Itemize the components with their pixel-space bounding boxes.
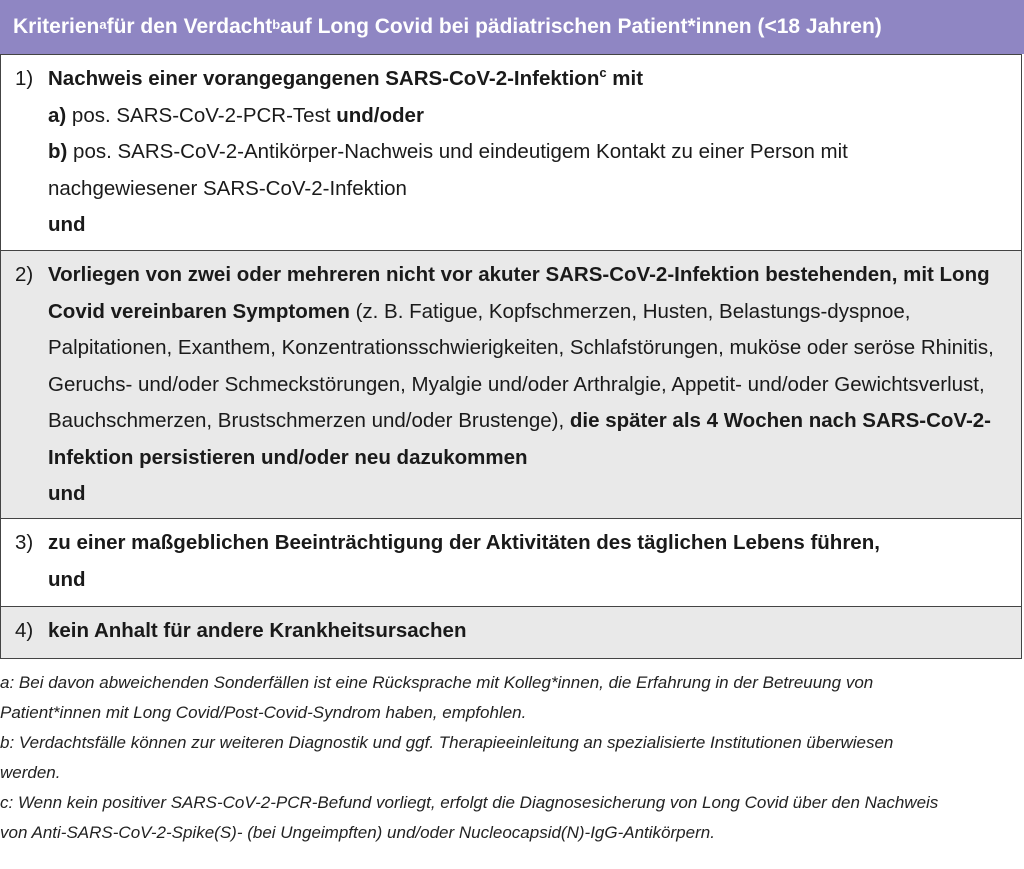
title-part-1: Kriterien [13,15,100,38]
criterion-text [48,525,1007,598]
criterion-number: 1) [15,67,34,90]
criterion-heading: zu einer maßgeblichen Beeinträchtigung der Aktivitäten des täglichen Lebens führen, [48,531,880,554]
criterion-persistence: die später als 4 Wochen nach SARS-CoV-2-Infektion persistieren und/oder neu dazukommen [48,409,991,469]
criterion-heading-end: mit [606,67,644,90]
criterion-text [48,257,1007,513]
criterion-row-3 [0,519,1022,607]
connector-und: und [48,567,86,591]
option-a-text: pos. SARS-CoV-2-PCR-Test [66,103,337,127]
criterion-number: 4) [15,619,34,642]
option-b-text: pos. SARS-CoV-2-Antikörper-Nachweis und eindeutigem Kontakt zu einer Person mit nachgewiesener SARS-CoV-2-Infektion [48,140,848,200]
footnote-b: b: Verdachtsfälle können zur weiteren Diagnostik und ggf. Therapieeinleitung an spezialisierte Institutionen überwiesen werden. [0,733,894,782]
option-b-label: b) [48,140,68,163]
symptom-examples: (z. B. Fatigue, Kopfschmerzen, Husten, Belastungs-dyspnoe, Palpitationen, Exanthem, Konzentrationsschwierigkeiten, Schlafstörungen, muköse oder seröse Rhinitis, Geruchs- und/oder Schmeckstörungen, Myalgie und/oder Arthralgie, Appetit- und/oder Gewichtsverlust, Bauchschmerzen, Brustschmerzen und/oder Brustenge), [48,299,994,432]
footnote-c: c: Wenn kein positiver SARS-CoV-2-PCR-Befund vorliegt, erfolgt die Diagnosesicherung von Long Covid über den Nachweis von Anti-SARS-CoV-2-Spike(S)- (bei Ungeimpften) und/oder Nucleocapsid(N)-IgG-Antikörpern. [0,793,939,842]
footnotes [0,668,1010,848]
criterion-row-1 [0,54,1022,251]
title-part-3: auf Long Covid bei pädiatrischen Patient*innen (<18 Jahren) [280,15,882,38]
connector-und: und [48,213,86,236]
criterion-number: 2) [15,263,34,286]
option-a-connector: und/oder [336,103,424,127]
criterion-row-4 [0,607,1022,659]
table-title: Kriterien $^a$ für den Verdacht $^b$ auf Long Covid bei pädiatrischen Patient*innen (<18 Jahren) [0,0,1024,54]
footnote-a: a: Bei davon abweichenden Sonderfällen ist eine Rücksprache mit Kolleg*innen, die Erfahrung in der Betreuung von Patient*innen mit Long Covid/Post-Covid-Syndrom haben, empfohlen. [0,673,874,722]
connector-und: und [48,482,86,505]
criterion-heading: Vorliegen von zwei oder mehreren nicht vor akuter SARS-CoV-2-Infektion bestehenden, mit Long Covid vereinbaren Symptomen [48,263,990,323]
criterion-heading: kein Anhalt für andere Krankheitsursachen [48,619,467,642]
criterion-text [48,61,1007,244]
footnote-ref-c: c [599,65,607,81]
option-a-label: a) [48,103,67,127]
criterion-row-2 [0,251,1022,519]
title-part-2: für den Verdacht [106,15,273,38]
criterion-number: 3) [15,531,34,554]
criterion-text [48,613,1007,650]
criterion-heading: Nachweis einer vorangegangenen SARS-CoV-2-Infektion [48,67,600,90]
